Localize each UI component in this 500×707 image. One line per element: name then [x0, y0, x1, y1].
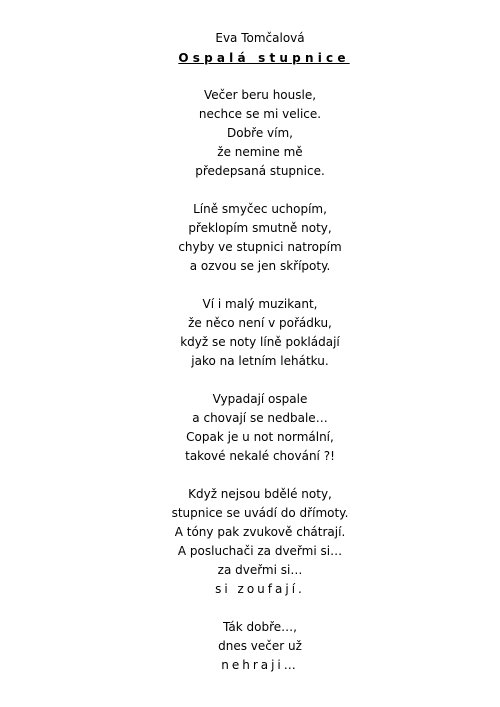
poem-line: Večer beru housle,: [203, 88, 317, 102]
stanza: [0, 295, 500, 371]
poem-line: a ozvou se jen skřípoty.: [189, 259, 331, 273]
stanza: [0, 86, 500, 181]
poem-line: Ták dobře…,: [223, 620, 297, 634]
poem-line: předepsaná stupnice.: [195, 164, 325, 178]
poem-line: Vypadají ospale: [212, 392, 308, 406]
stanza: [0, 200, 500, 276]
poem-body: [0, 86, 500, 694]
poem-title: Ospalá stupnice: [178, 51, 350, 65]
poem-line: překlopím smutně noty,: [188, 221, 332, 235]
poem-line: stupnice se uvádí do dřímoty.: [171, 506, 349, 520]
author-name: Eva Tomčalová: [215, 31, 305, 45]
stanza: [0, 485, 500, 599]
stanza: [0, 618, 500, 675]
poem-line: že něco není v pořádku,: [188, 316, 332, 330]
poem-line: jako na letním lehátku.: [191, 354, 329, 368]
poem-line: Copak je u not normální,: [186, 430, 334, 444]
poem-line: Když nejsou bdělé noty,: [188, 487, 332, 501]
poem-line: chyby ve stupnici natropím: [178, 240, 342, 254]
poem-line: Ví i malý muzikant,: [202, 297, 318, 311]
poem-line: Líně smyčec uchopím,: [193, 202, 327, 216]
poem-line: Dobře vím,: [226, 126, 293, 140]
poem-line: A tóny pak zvukově chátrají.: [174, 525, 346, 539]
stanza: [0, 390, 500, 466]
poem-line: nechce se mi velice.: [198, 107, 322, 121]
poem-line: a chovají se nedbale…: [192, 411, 328, 425]
poem-line-spaced: si zoufají.: [215, 582, 305, 596]
poem-line: A posluchači za dveřmi si…: [177, 544, 343, 558]
poem-line: dnes večer už: [218, 639, 302, 653]
poem-line: za dveřmi si…: [217, 563, 303, 577]
poem-line-spaced: nehraji…: [221, 658, 299, 672]
poem-line: když se noty líně pokládají: [180, 335, 340, 349]
poem-line: takové nekalé chování ?!: [185, 449, 335, 463]
poem-line: že nemine mě: [217, 145, 303, 159]
